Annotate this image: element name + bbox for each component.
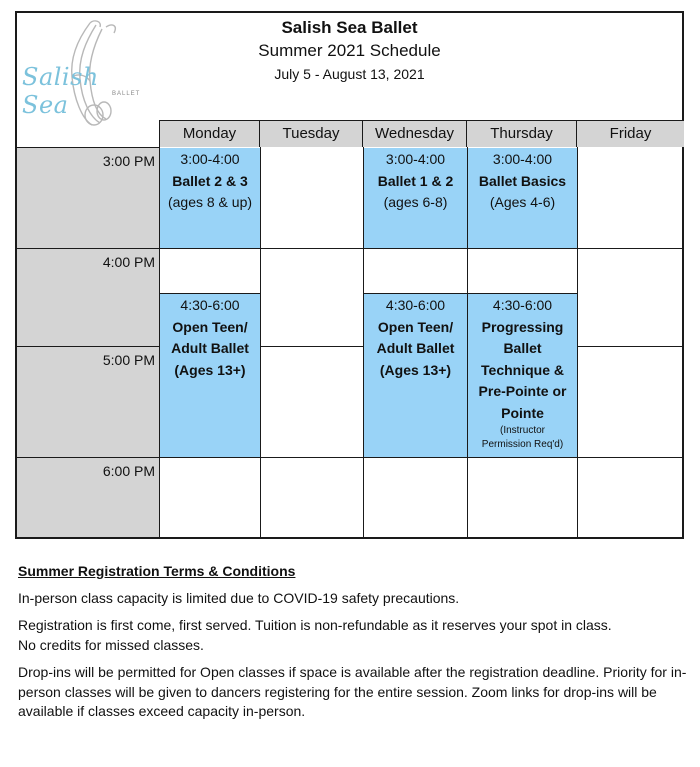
grid-line [577,147,578,537]
grid-line [159,248,684,249]
day-header-tuesday: Tuesday [260,120,363,147]
class-name: Open Teen/ [172,318,248,335]
class-ages: (Ages 13+) [379,361,452,378]
time-label: 4:00 PM [102,254,155,270]
terms-paragraph: In-person class capacity is limited due to COVID-19 safety precautions. [18,589,460,606]
class-name: Ballet [503,340,542,356]
class-name: Pointe [501,404,544,421]
time-label: 3:00 PM [102,153,155,169]
class-block-wednesday-430 [364,294,467,457]
class-name: Ballet 1 & 2 [377,172,454,189]
class-name: Adult Ballet [376,340,455,356]
registration-terms [18,562,688,722]
schedule-dates: July 5 - August 13, 2021 [274,66,425,82]
class-block-thursday-430 [468,294,577,457]
class-ages: (Ages 4-6) [489,194,556,210]
class-name: Technique & [481,361,564,378]
class-time: 3:00-4:00 [385,151,446,167]
class-time: 4:30-6:00 [180,297,240,313]
class-name: Ballet 2 & 3 [172,172,248,189]
class-block-monday-3pm [160,148,260,248]
class-name: Open Teen/ [377,318,454,335]
day-header-monday: Monday [159,120,260,147]
day-header-thursday: Thursday [467,120,577,147]
grid-line [260,147,261,537]
terms-line: No credits for missed classes. [18,636,204,653]
time-label: 6:00 PM [102,463,155,479]
time-row-4pm [17,248,159,346]
terms-heading: Summer Registration Terms & Conditions [18,563,296,579]
class-time: 3:00-4:00 [180,151,240,167]
schedule-sheet [15,11,684,539]
class-note: Permission Req'd) [481,439,564,450]
time-row-6pm [17,457,159,537]
class-name: Pre-Pointe or [478,383,567,399]
class-time: 3:00-4:00 [492,151,553,167]
day-header-friday: Friday [577,120,684,147]
class-name: Adult Ballet [171,340,249,356]
schedule-subtitle: Summer 2021 Schedule [258,41,441,60]
time-row-3pm [17,147,159,248]
grid-line [260,346,363,347]
class-ages: (ages 6-8) [383,194,448,210]
logo-tag: BALLET [112,91,141,97]
class-time: 4:30-6:00 [385,297,446,313]
terms-line: Registration is first come, first served. Tuition is non-refundable as it reserves your spot in class. [18,617,612,633]
class-block-wednesday-3pm [364,148,467,248]
grid-line [159,457,684,458]
logo-name: Salish Sea [22,63,99,119]
class-block-thursday-3pm [468,148,577,248]
terms-paragraph: Drop-ins will be permitted for Open classes if space is available after the registration deadline. Priority for in-person classes will be given to dancers registering for the entire session. Zoom links for drop-ins will be available if classes exceed capacity in-person. [18,664,687,719]
terms-paragraph [18,616,688,655]
grid-line [577,346,684,347]
class-name: Ballet Basics [478,172,567,189]
day-header-wednesday: Wednesday [363,120,467,147]
class-block-monday-430 [160,294,260,457]
time-label: 5:00 PM [102,352,155,368]
time-row-5pm [17,346,159,457]
class-note: (Instructor [499,425,545,436]
class-ages: (Ages 13+) [174,361,246,378]
class-ages: (ages 8 & up) [167,194,253,210]
schedule-title: Salish Sea Ballet [281,18,418,37]
class-name: Progressing [481,318,564,335]
class-time: 4:30-6:00 [492,297,553,313]
